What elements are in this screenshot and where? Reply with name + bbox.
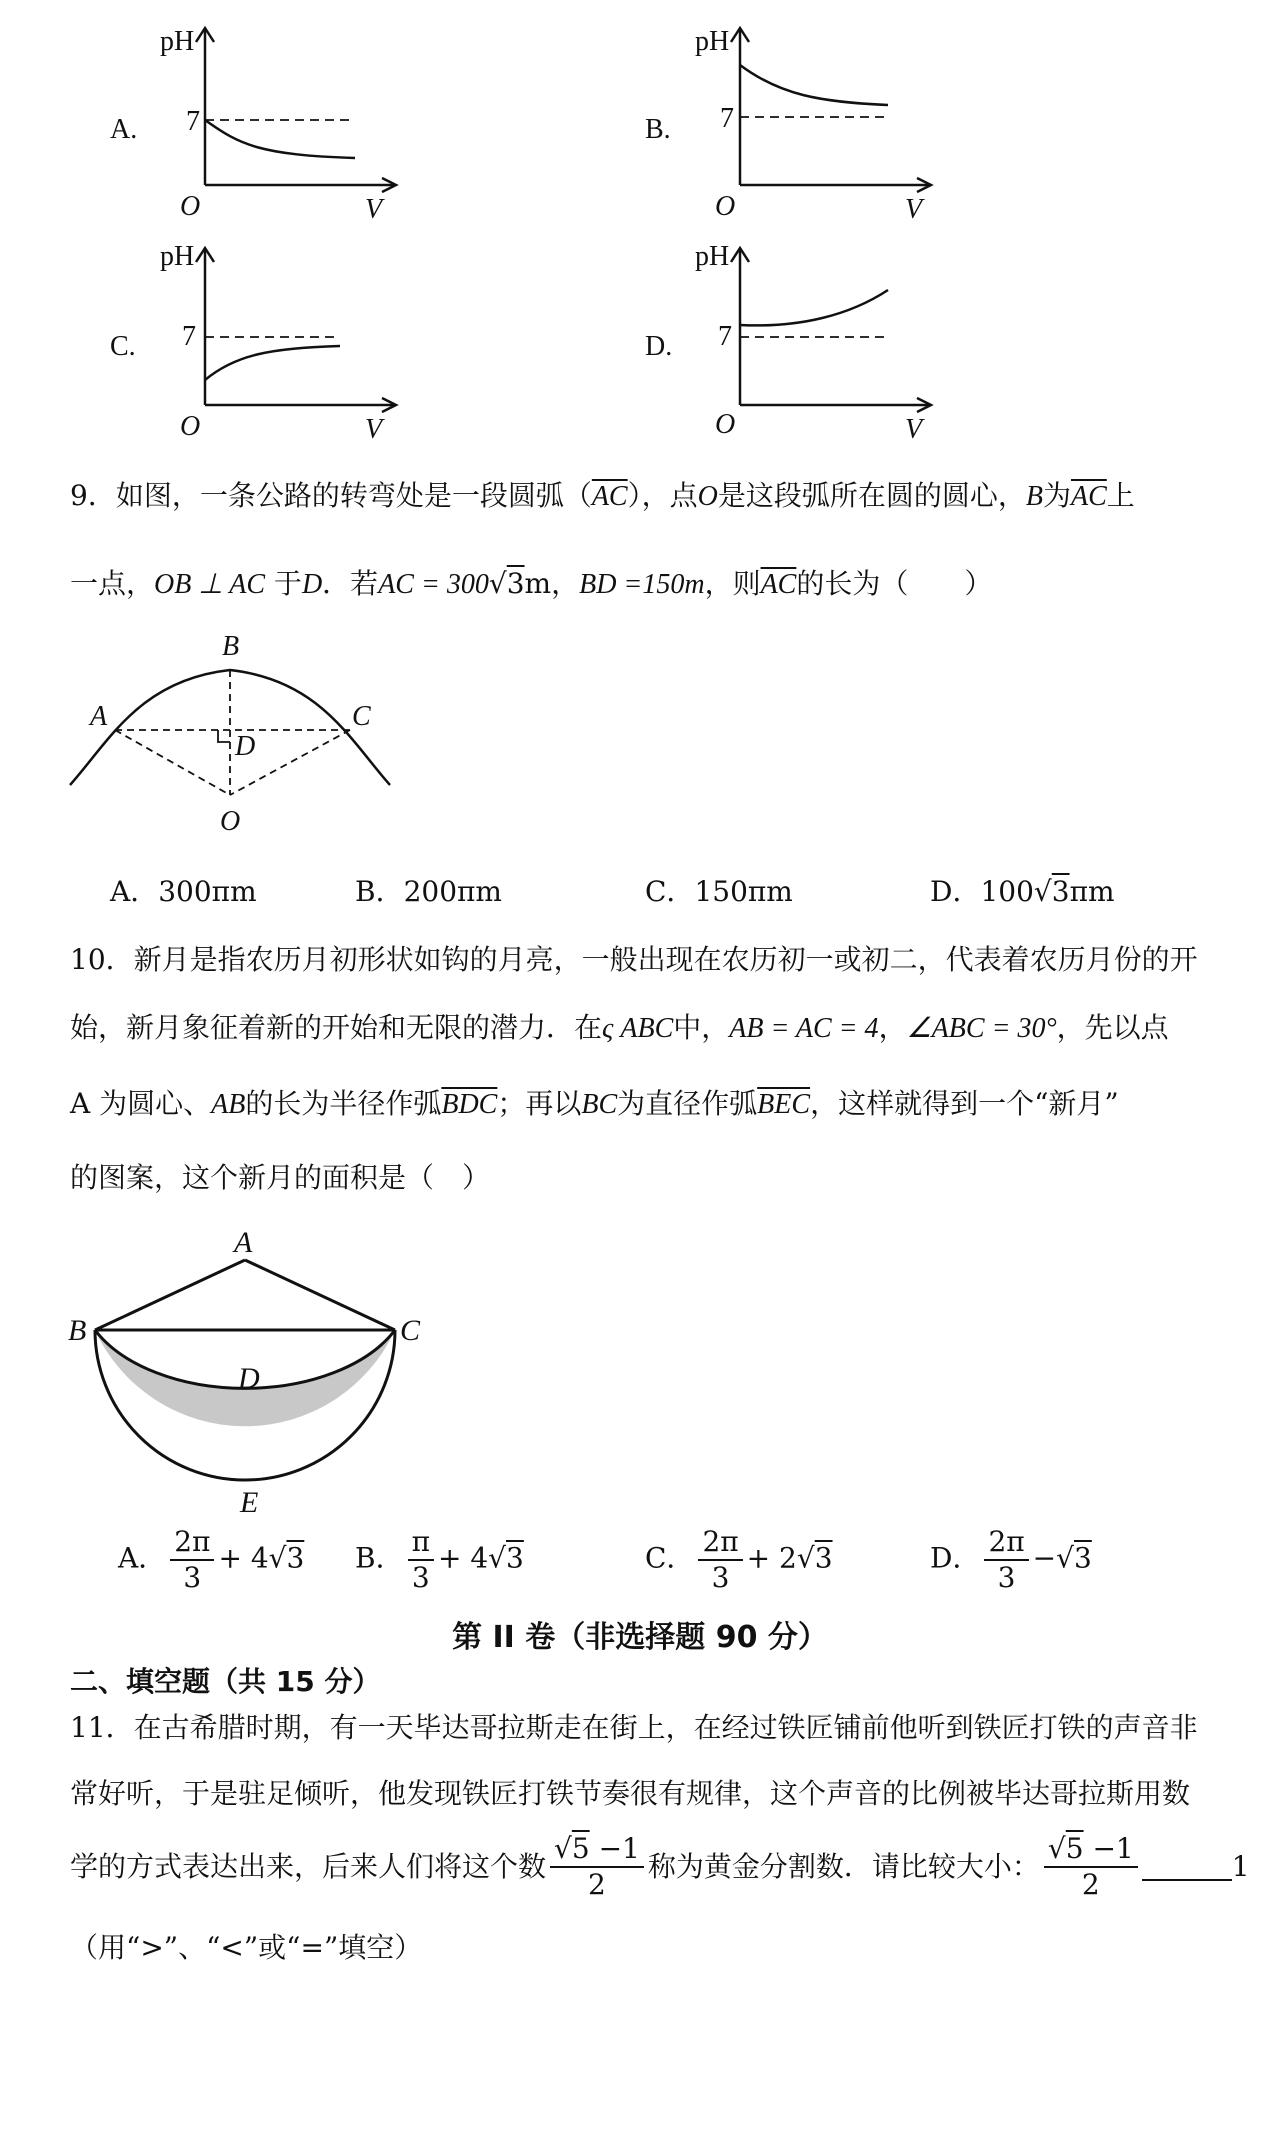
section-title: 第 II 卷（非选择题 90 分） [452,1620,828,1655]
q10-option-c[interactable]: C． $\frac{2\pi}{3}$ + 2√3 [645,1525,833,1594]
q8-graphs [0,0,1280,450]
q10-option-a[interactable]: A． $\frac{2\pi}{3}$ + 4√3 [118,1525,305,1594]
q9-label-a: A [90,701,108,732]
q9-option-b[interactable]: B．200πm [355,875,502,908]
graph-c-curve [205,346,340,380]
graph-a-ref: 7 [186,106,200,137]
q10-line4: 的图案，这个新月的面积是（ ） [70,1161,491,1194]
graph-b-curve [740,65,888,105]
graph-a-curve [205,120,355,158]
graph-a-origin: O [180,191,201,222]
q10-line1: 10．新月是指农历月初形状如钩的月亮，一般出现在农历初一或初二，代表着农历月份的开 [70,943,1198,976]
graph-d-origin: O [715,409,736,440]
q10-option-d[interactable]: D． $\frac{2\pi}{3}$ −√3 [930,1525,1092,1594]
q9-label-o: O [220,806,241,837]
q9-line1: 9．如图，一条公路的转弯处是一段圆弧$(\overline{AC})$，点O是这段弧所在圆的圆心，B为$\overline{AC}$上 [70,479,1135,512]
graph-b-ylabel: pH [695,26,730,57]
graph-b-option: B. [645,114,671,145]
q9-figure [60,630,410,845]
q10-label-a: A [234,1226,253,1259]
graph-b-xlabel: V [905,194,923,225]
q10-line3: A 为圆心、AB的长为半径作弧$\overline{BDC}$；再以BC为直径作弧$\overline{BEC}$，这样就得到一个“新月” [70,1087,1119,1120]
graph-d-ref: 7 [718,321,732,352]
graph-d-ylabel: pH [695,241,730,272]
graph-b-origin: O [715,191,736,222]
part-title: 二、填空题（共 15 分） [70,1665,381,1698]
graph-c-origin: O [180,411,201,442]
graph-c-ref: 7 [182,321,196,352]
graph-c-ylabel: pH [160,241,195,272]
q10-label-b: B [68,1314,87,1347]
q9-line2: 一点，OB ⊥ AC 于D．若AC = 300√3m，BD =150m，则$\overline{AC}$的长为（ ） [70,567,993,600]
q11-line1: 11．在古希腊时期，有一天毕达哥拉斯走在街上，在经过铁匠铺前他听到铁匠打铁的声音非 [70,1711,1198,1744]
q9-option-d[interactable]: D．100√3πm [930,875,1115,908]
graph-d-xlabel: V [905,414,923,445]
q10-label-d: D [238,1362,260,1395]
graph-b-ref: 7 [720,103,734,134]
q10-label-c: C [400,1314,421,1347]
golden-ratio-fraction-2: $\frac{√5 -1}{2}$ [1044,1832,1138,1902]
q10-label-e: E [240,1486,259,1519]
graph-a-option: A. [110,114,138,145]
q10-figure [60,1220,440,1520]
graph-d-option: D. [645,331,673,362]
graph-a-xlabel: V [365,194,383,225]
graph-c-option: C. [110,331,136,362]
answer-blank[interactable] [1142,1853,1232,1881]
q9-label-d: D [235,731,256,762]
graph-a-ylabel: pH [160,26,195,57]
q11-line3: 学的方式表达出来，后来人们将这个数 $\frac{√5 -1}{2}$ 称为黄金分割数．请比较大小： $\frac{√5 -1}{2}$ 1 [70,1832,1250,1901]
q10-option-b[interactable]: B． $\frac{\pi}{3}$ + 4√3 [355,1525,524,1594]
q9-label-c: C [352,701,371,732]
q11-line2: 常好听，于是驻足倾听，他发现铁匠打铁节奏很有规律，这个声音的比例被毕达哥拉斯用数 [70,1777,1191,1810]
q9-option-a[interactable]: A．300πm [110,875,257,908]
golden-ratio-fraction: $\frac{√5 -1}{2}$ [550,1832,644,1902]
arc-ac-symbol: $\overline{AC}$ [591,481,628,512]
graph-c-xlabel: V [365,414,383,445]
graph-d-curve [740,290,888,325]
q9-option-c[interactable]: C．150πm [645,875,793,908]
q9-label-b: B [222,631,240,662]
q10-line2: 始，新月象征着新的开始和无限的潜力．在ς ABC中，AB = AC = 4，∠ABC = 30°，先以点 [70,1011,1169,1044]
q11-line4: （用“>”、“<”或“=”填空） [70,1931,423,1964]
